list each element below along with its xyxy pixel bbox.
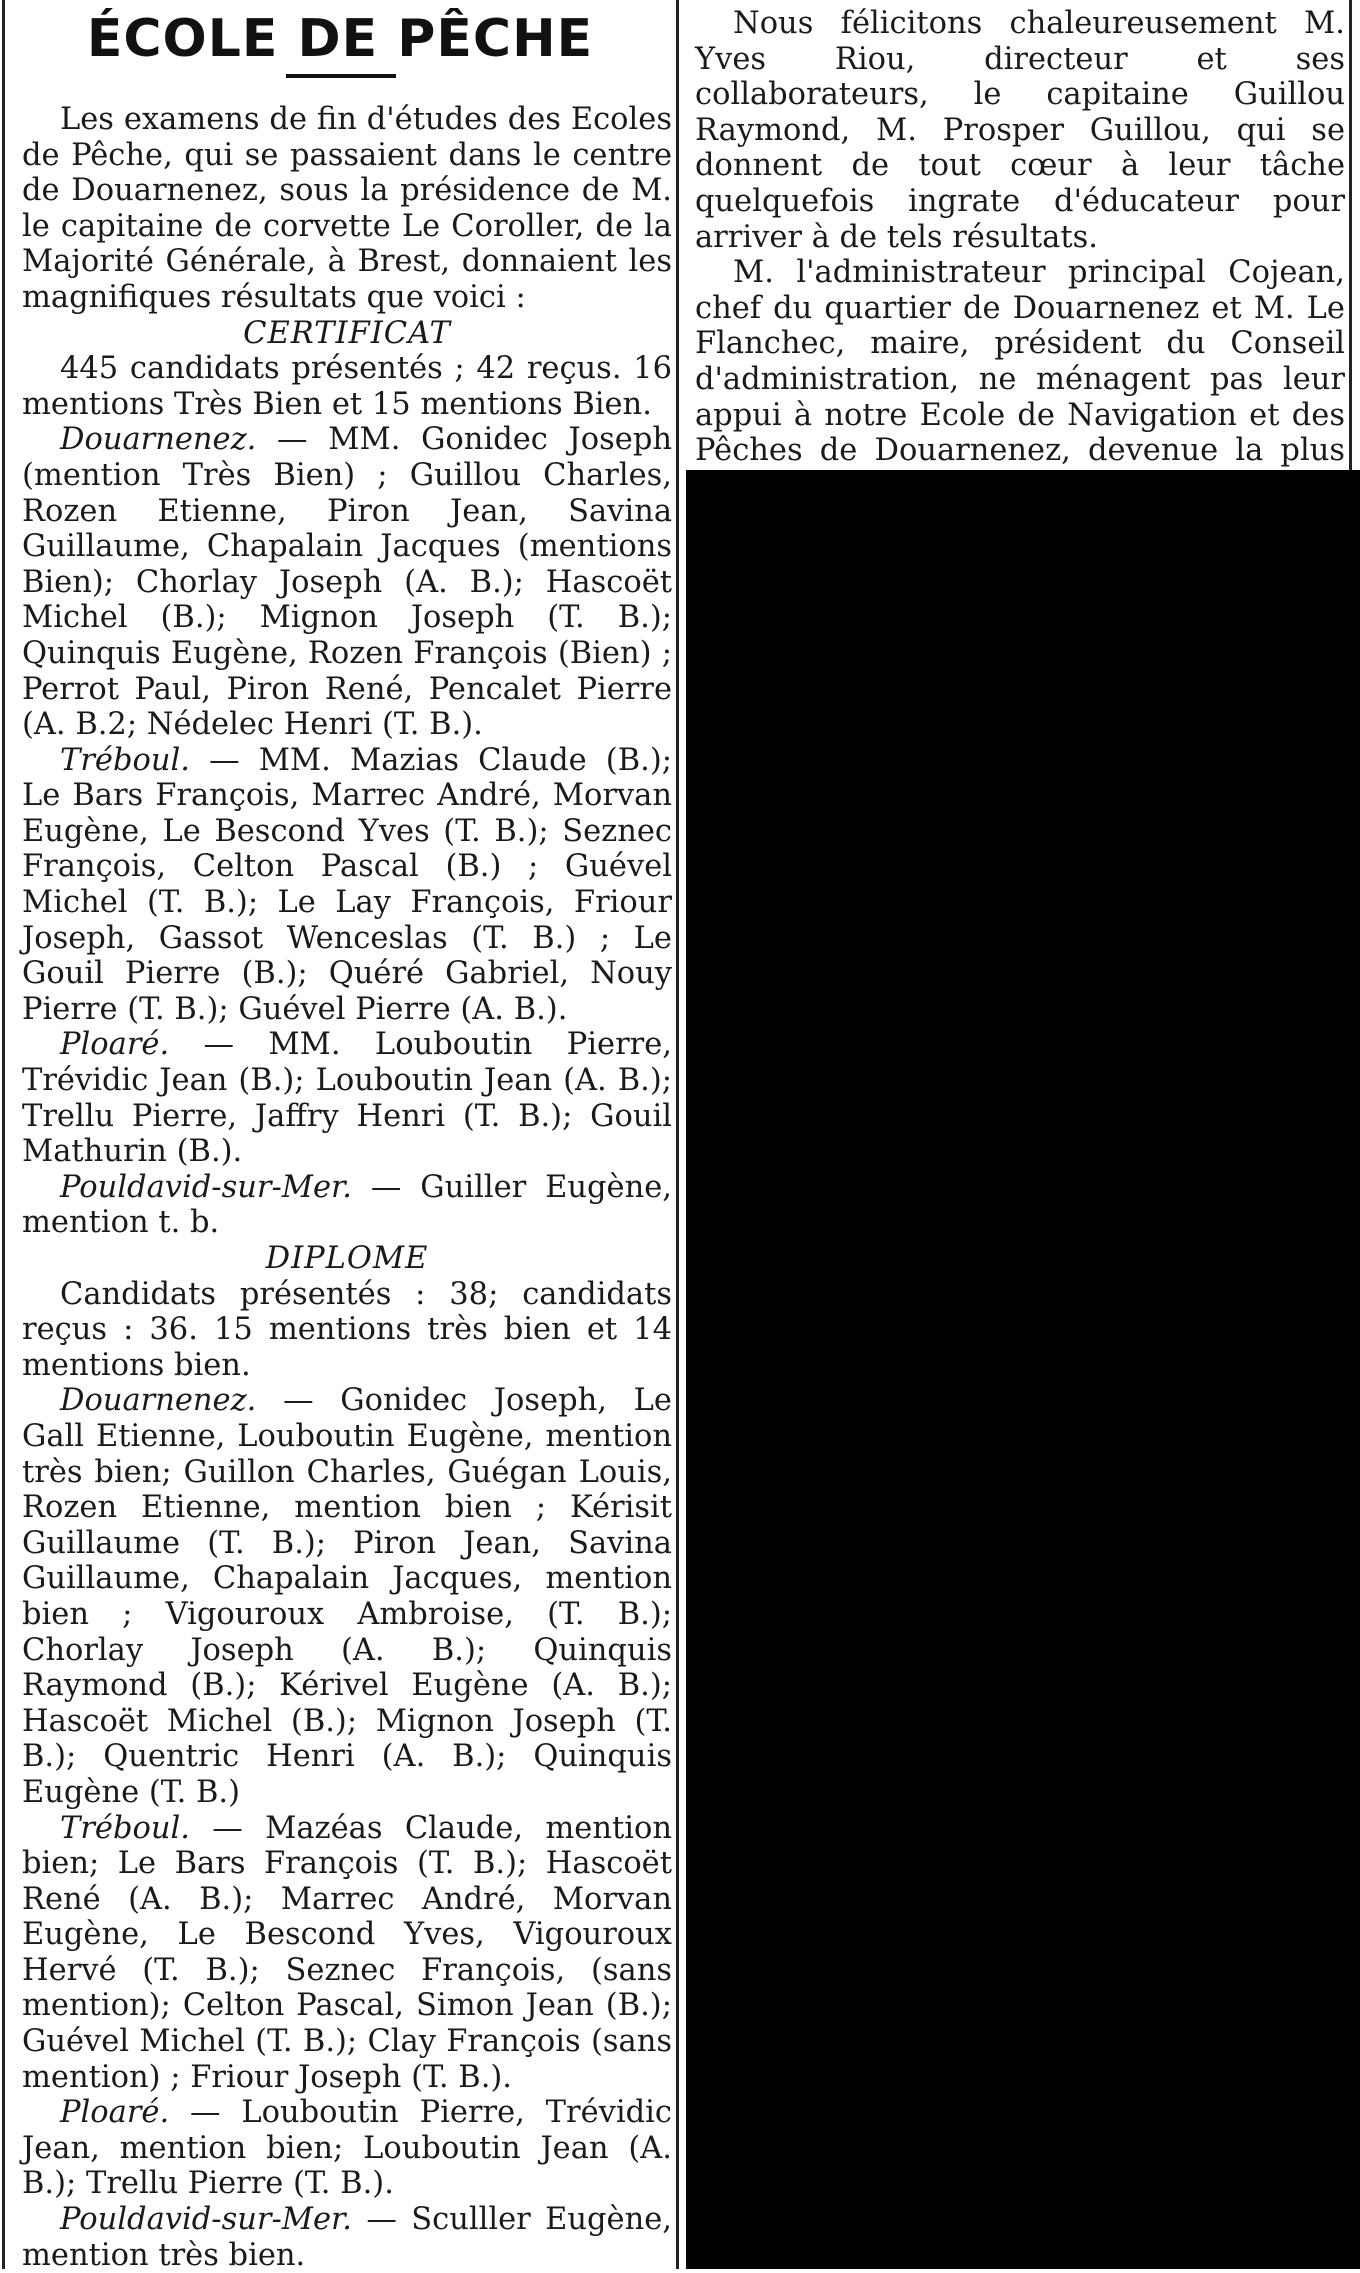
diplome-ploare: [22, 2095, 672, 2202]
place-name: Tréboul.: [60, 742, 190, 778]
diplome-summary: Candidats présentés : 38; candidats reçus : 36. 15 mentions très bien et 14 mentions bien.: [22, 1276, 672, 1383]
results-text: — Sculller Eugène, mention très bien.: [22, 2202, 672, 2273]
right-column: [695, 6, 1345, 504]
place-name: Tréboul.: [60, 1810, 190, 1846]
certificat-heading: CERTIFICAT: [243, 315, 451, 351]
diplome-pouldavid: [22, 2202, 672, 2273]
intro-paragraph: Les examens de fin d'études des Ecoles de Pêche, qui se passaient dans le centre de Douarnenez, sous la présidence de M. le capitaine de corvette Le Coroller, de la Majorité Générale, à Brest, donnaient les magnifiques résultats que voici :: [22, 102, 672, 315]
place-name: Ploaré.: [60, 2095, 170, 2131]
left-column: [22, 102, 672, 2273]
blank-area: [686, 470, 1360, 2269]
certificat-treboul: [22, 743, 672, 1028]
certificat-douarnenez: [22, 422, 672, 742]
center-column-rule: [676, 0, 679, 2269]
results-text: — Guiller Eugène, mention t. b.: [22, 1169, 672, 1241]
results-text: — MM. Gonidec Joseph (mention Très Bien) ; Guillou Charles, Rozen Etienne, Piron Jean, Savina Guillaume, Chapalain Jacques (mentions Bien); Chorlay Joseph (A. B.); Hascoët Michel (B.); Mignon Joseph (T. B.); Quinquis Eugène, Rozen François (Bien) ; Perrot Paul, Piron René, Pencalet Pierre (A. B.2; Nédelec Henri (T. B.).: [22, 422, 672, 743]
title-underline: [286, 74, 396, 78]
certificat-ploare: [22, 1027, 672, 1169]
results-text: — MM. Mazias Claude (B.); Le Bars François, Marrec André, Morvan Eugène, Le Bescond Yves (T. B.); Seznec François, Celton Pascal (B.) ; Guével Michel (T. B.); Le Lay François, Friour Joseph, Gassot Wenceslas (T. B.) ; Le Gouil Pierre (B.); Quéré Gabriel, Nouy Pierre (T. B.); Guével Pierre (A. B.).: [22, 742, 672, 1027]
place-name: Ploaré.: [60, 1027, 170, 1063]
place-name: Pouldavid-sur-Mer.: [60, 1169, 352, 1205]
place-name: Pouldavid-sur-Mer.: [60, 2202, 352, 2238]
diplome-heading: DIPLOME: [265, 1241, 429, 1276]
certificat-pouldavid: [22, 1170, 672, 1241]
left-column-rule: [2, 0, 5, 2269]
right-column-rule: [1349, 0, 1352, 470]
results-text: — MM. Louboutin Pierre, Trévidic Jean (B.); Louboutin Jean (A. B.); Trellu Pierre, Jaffry Henri (T. B.); Gouil Mathurin (B.).: [22, 1027, 672, 1170]
results-text: — Gonidec Joseph, Le Gall Etienne, Louboutin Eugène, mention très bien; Guillon Charles, Guégan Louis, Rozen Etienne, mention bien ; Kérisit Guillaume (T. B.); Piron Jean, Savina Guillaume, Chapalain Jacques, mention bien ; Vigouroux Ambroise, (T. B.); Chorlay Joseph (A. B.); Quinquis Raymond (B.); Kérivel Eugène (A. B.); Hascoët Michel (B.); Mignon Joseph (T. B.); Quentric Henri (A. B.); Quinquis Eugène (T. B.): [22, 1383, 672, 1810]
results-text: — Louboutin Pierre, Trévidic Jean, mention bien; Louboutin Jean (A. B.); Trellu Pierre (T. B.).: [22, 2095, 672, 2202]
diplome-douarnenez: [22, 1383, 672, 1810]
certificat-summary: 445 candidats présentés ; 42 reçus. 16 mentions Très Bien et 15 mentions Bien.: [22, 351, 672, 422]
congratulations-paragraph: Nous félicitons chaleureusement M. Yves Riou, directeur et ses collaborateurs, le capitaine Guillou Raymond, M. Prosper Guillou, qui se donnent de tout cœur à leur tâche quelquefois ingrate d'éducateur pour arriver à de tels résultats.: [695, 6, 1345, 255]
results-text: — Mazéas Claude, mention bien; Le Bars François (T. B.); Hascoët René (A. B.); Marrec André, Morvan Eugène, Le Bescond Yves, Vigouroux Hervé (T. B.); Seznec François, (sans mention); Celton Pascal, Simon Jean (B.); Guével Michel (T. B.); Clay François (sans mention) ; Friour Joseph (T. B.).: [22, 1810, 672, 2095]
article-title: ÉCOLE DE PÊCHE: [86, 9, 594, 69]
diplome-treboul: [22, 1811, 672, 2096]
place-name: Douarnenez.: [60, 422, 257, 458]
place-name: Douarnenez.: [60, 1383, 257, 1419]
administration-paragraph: M. l'administrateur principal Cojean, chef du quartier de Douarnenez et M. Le Flanchec, maire, président du Conseil d'administration, ne ménagent pas leur appui à notre Ecole de Navigation et des Pêches de Douarnenez, devenue la plus: [695, 255, 1345, 469]
